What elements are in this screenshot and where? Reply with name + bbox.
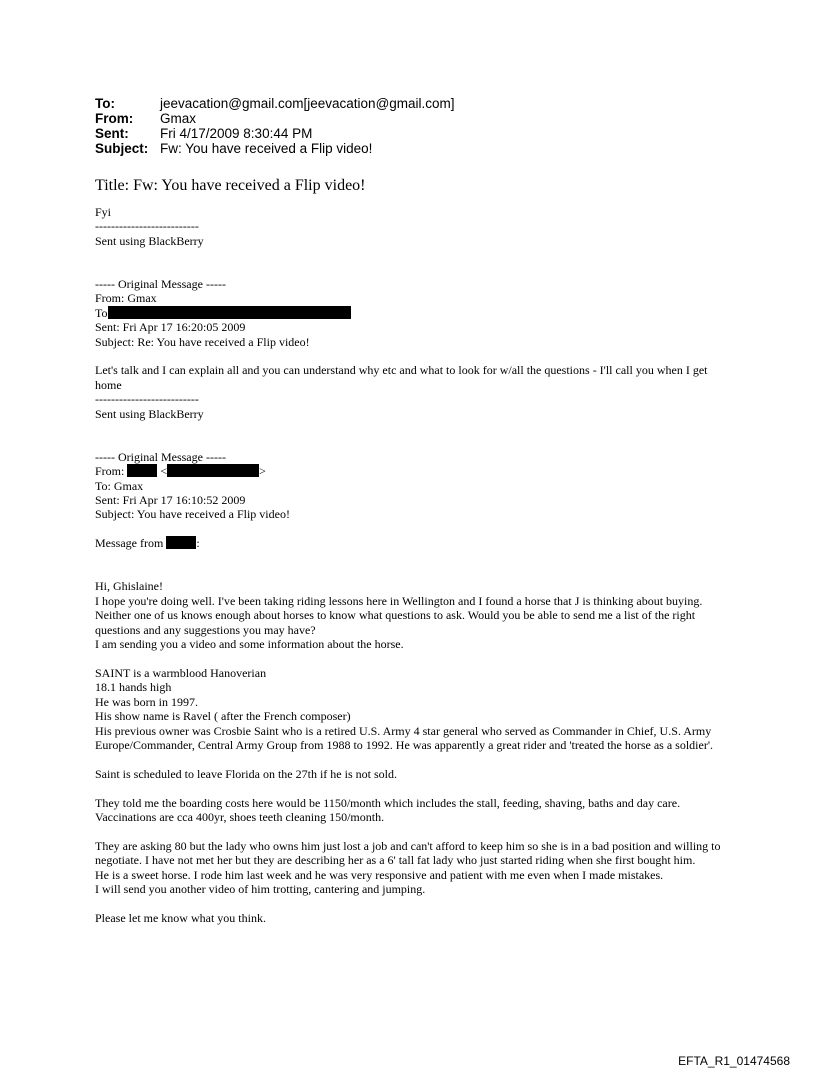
signature-divider: -------------------------- <box>95 392 199 407</box>
redaction-block <box>166 536 196 549</box>
bracket-open: < <box>160 464 168 479</box>
redaction-block <box>127 464 157 477</box>
bracket-close: > <box>259 464 266 479</box>
email-body <box>95 176 725 925</box>
to-value: jeevacation@gmail.com[jeevacation@gmail.com] <box>160 96 455 111</box>
closing: Please let me know what you think. <box>95 910 266 925</box>
letter-paragraph: They are asking 80 but the lady who owns him just lost a job and can't afford to keep him so she is in a bad position and willing to negotiate. I have not met her but they are describing her as a 6' tall fat lady who just started riding when she first bought him. <box>95 838 721 868</box>
reply-body: Let's talk and I can explain all and you can understand why etc and what to look for w/all the questions - I'll call you when I get home <box>95 363 708 392</box>
original-sent: Sent: Fri Apr 17 16:20:05 2009 <box>95 320 246 335</box>
message-from-prefix: Message from <box>95 536 164 551</box>
from-label: From: <box>95 111 134 126</box>
letter-paragraph: I hope you're doing well. I've been taking riding lessons here in Wellington and I found a horse that J is thinking about buying. Neither one of us knows enough about horses to know what questions to ask. Would you be able to send me a list of the right questions and any suggestions you may have? <box>95 593 703 637</box>
document-id: EFTA_R1_01474568 <box>678 1054 790 1068</box>
original-message-marker: ----- Original Message ----- <box>95 277 226 292</box>
letter-paragraph: I am sending you a video and some information about the horse. <box>95 637 404 652</box>
from-prefix: From: <box>95 464 125 479</box>
message-from-suffix: : <box>196 536 200 551</box>
from-value: Gmax <box>160 111 197 126</box>
original-message-marker: ----- Original Message ----- <box>95 449 226 464</box>
email-header <box>95 96 455 156</box>
signature: Sent using BlackBerry <box>95 406 204 421</box>
message-from-line <box>95 536 725 550</box>
original-from: From: Gmax <box>95 291 157 306</box>
letter-paragraph: His previous owner was Crosbie Saint who is a retired U.S. Army 4 star general who served as Commander in Chief, U.S. Army Europe/Commander, Central Army Group from 1988 to 1992. He was apparently a great rider and 'treated the horse as a soldier'. <box>95 723 713 752</box>
greeting: Hi, Ghislaine! <box>95 579 163 594</box>
sent-value: Fri 4/17/2009 8:30:44 PM <box>160 126 313 141</box>
original-from <box>95 464 725 478</box>
letter-paragraph: He is a sweet horse. I rode him last week and he was very responsive and patient with me even when I made mistakes. <box>95 867 664 882</box>
subject-label: Subject: <box>95 141 149 156</box>
letter-paragraph: They told me the boarding costs here would be 1150/month which includes the stall, feeding, shaving, baths and day care. Vaccinations are cca 400yr, shoes teeth cleaning 150/month. <box>95 795 681 824</box>
signature-divider: -------------------------- <box>95 219 199 234</box>
original-sent: Sent: Fri Apr 17 16:10:52 2009 <box>95 493 246 508</box>
letter-paragraph: I will send you another video of him trotting, cantering and jumping. <box>95 881 426 896</box>
horse-fact: He was born in 1997. <box>95 694 198 709</box>
to-prefix: To <box>95 305 108 320</box>
horse-fact: His show name is Ravel ( after the French composer) <box>95 709 351 724</box>
sent-label: Sent: <box>95 126 129 141</box>
horse-fact: 18.1 hands high <box>95 680 172 695</box>
subject-value: Fw: You have received a Flip video! <box>160 141 373 156</box>
original-to <box>95 306 725 320</box>
letter-paragraph: Saint is scheduled to leave Florida on the 27th if he is not sold. <box>95 766 397 781</box>
original-subject: Subject: You have received a Flip video! <box>95 507 290 522</box>
original-to: To: Gmax <box>95 478 144 493</box>
redaction-block <box>167 464 259 477</box>
redaction-block <box>108 306 351 319</box>
horse-fact: SAINT is a warmblood Hanoverian <box>95 665 267 680</box>
sent-row <box>95 126 455 141</box>
signature: Sent using BlackBerry <box>95 233 204 248</box>
fyi-text: Fyi <box>95 205 112 219</box>
original-subject: Subject: Re: You have received a Flip video! <box>95 334 310 349</box>
to-row <box>95 96 455 111</box>
to-label: To: <box>95 96 115 111</box>
from-row <box>95 111 455 126</box>
subject-row <box>95 141 455 156</box>
document-title: Title: Fw: You have received a Flip video! <box>95 177 366 194</box>
